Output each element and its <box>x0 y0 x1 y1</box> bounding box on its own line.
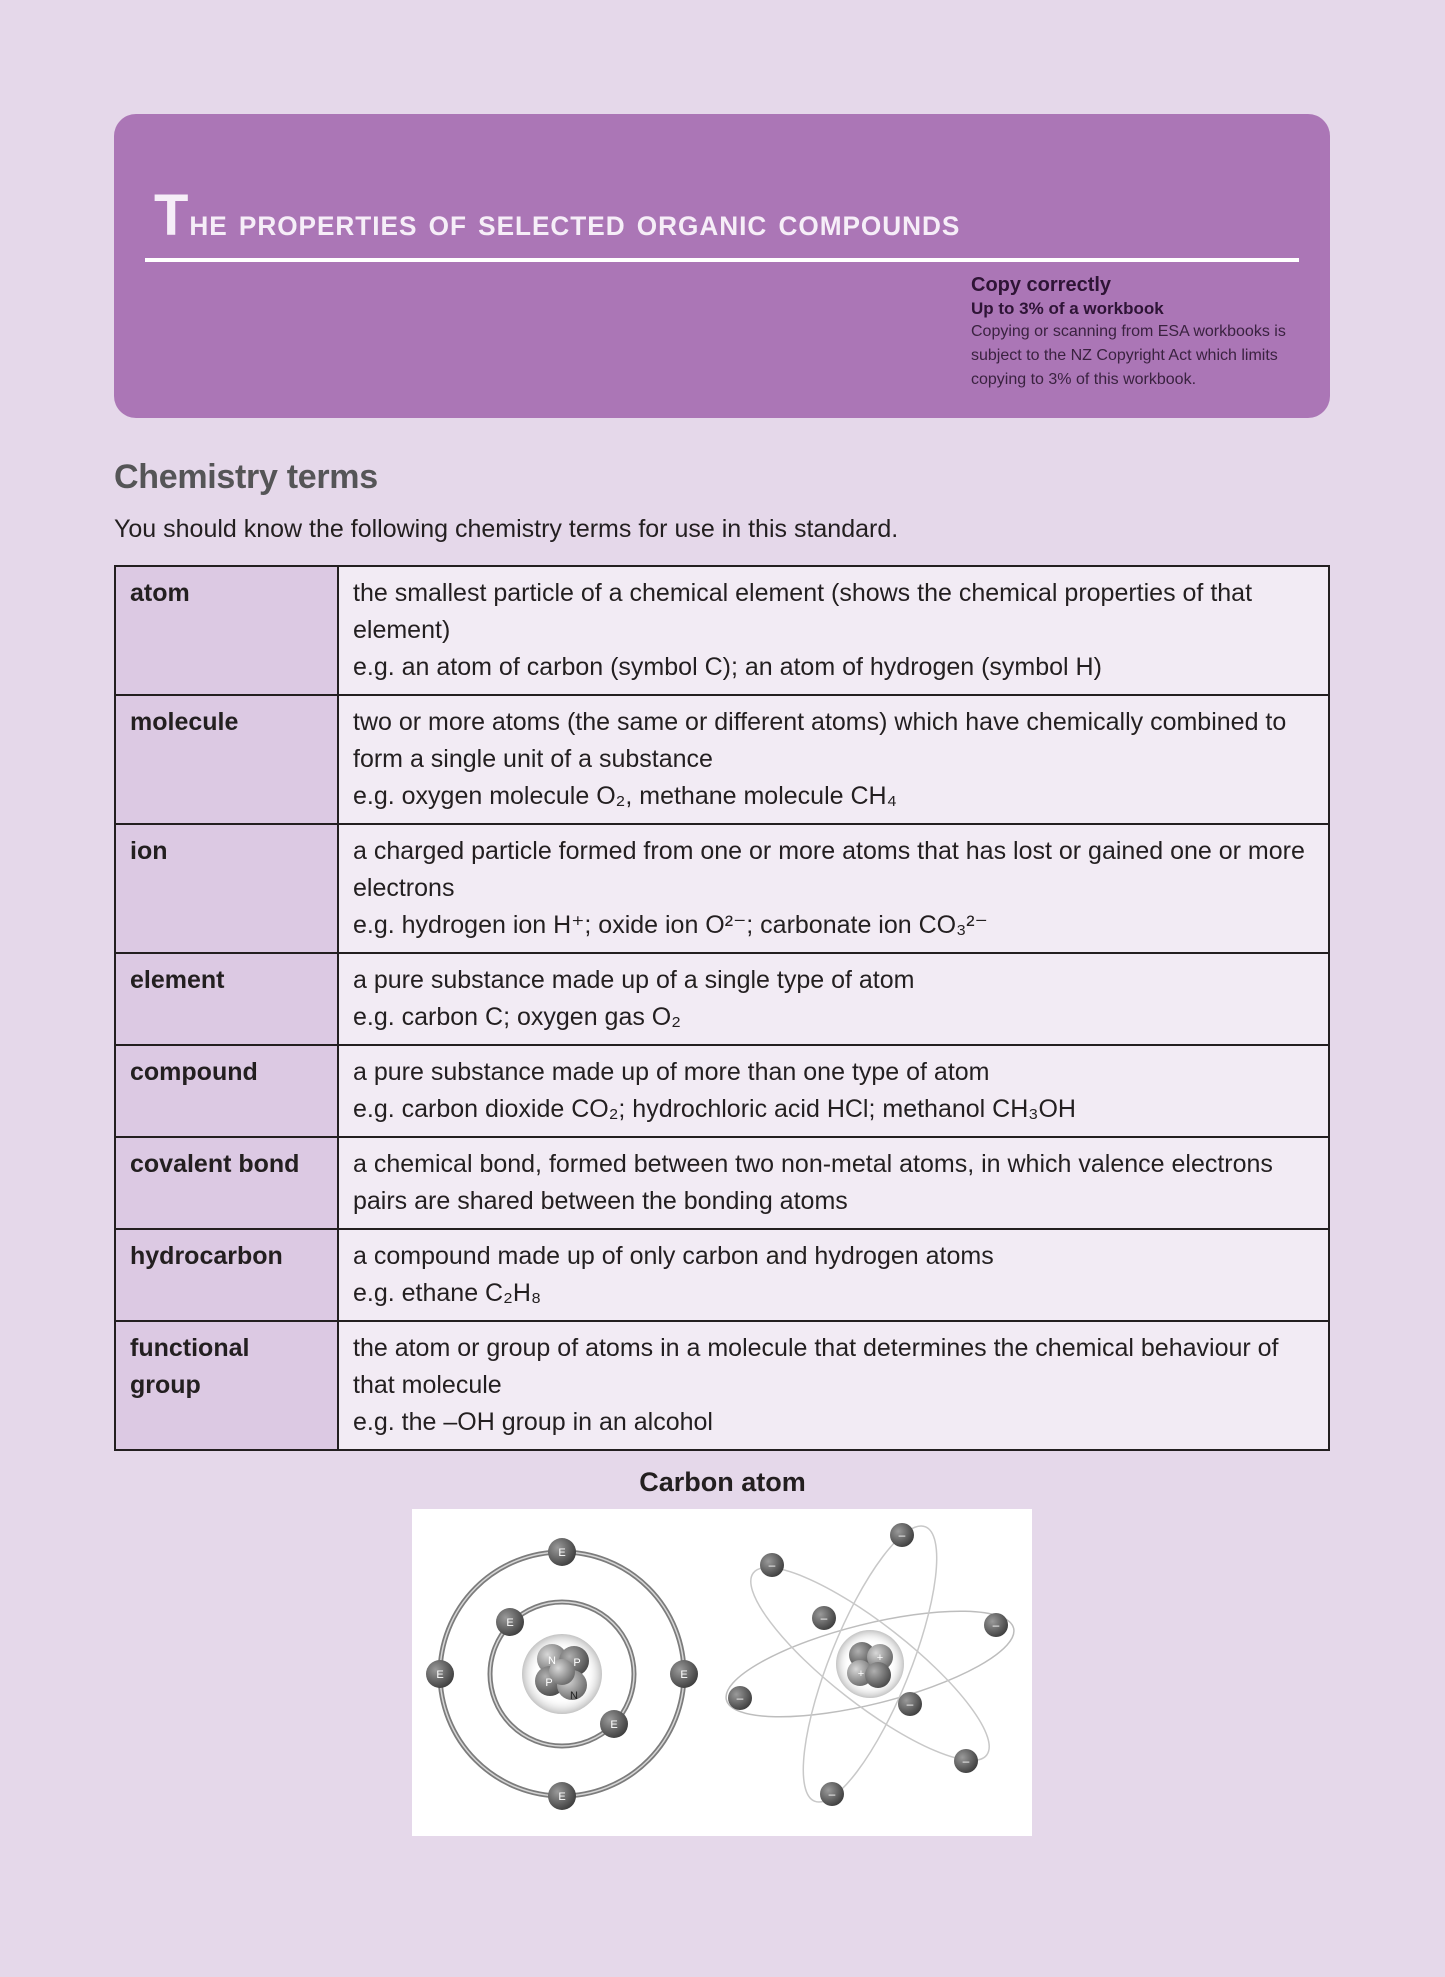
definition-line: a chemical bond, formed between two non-metal atoms, in which valence electrons pairs are shared between the bonding atoms <box>353 1150 1273 1215</box>
term-row <box>115 695 1329 824</box>
electron-label: E <box>506 1617 514 1629</box>
definition-line: two or more atoms (the same or different atoms) which have chemically combined to form a single unit of a substance <box>353 708 1287 773</box>
copyright-notice <box>971 273 1311 392</box>
term-row <box>115 1045 1329 1137</box>
electron <box>760 1553 784 1577</box>
nucleus-label: P <box>545 1677 553 1689</box>
bohr-model <box>426 1538 698 1810</box>
term-row <box>115 1229 1329 1321</box>
definition-line: e.g. the –OH group in an alcohol <box>353 1408 713 1436</box>
definition-line: a compound made up of only carbon and hydrogen atoms <box>353 1242 994 1270</box>
electron-label: – <box>768 1558 776 1572</box>
terms-table <box>114 565 1330 1451</box>
term-name: ion <box>115 824 338 953</box>
electron <box>548 1538 576 1566</box>
electron-label: E <box>436 1669 444 1681</box>
term-name: element <box>115 953 338 1045</box>
term-name: atom <box>115 566 338 695</box>
definition-line: a pure substance made up of more than one type of atom <box>353 1058 990 1086</box>
term-name: compound <box>115 1045 338 1137</box>
electron <box>898 1692 922 1716</box>
term-name: functional group <box>115 1321 338 1450</box>
page-title-initial: T <box>154 183 190 248</box>
page-title-rest: he properties of selected organic compounds <box>189 202 961 244</box>
term-name: hydrocarbon <box>115 1229 338 1321</box>
electron-label: – <box>736 1691 744 1705</box>
figure-caption: Carbon atom <box>639 1467 806 1497</box>
electron <box>670 1660 698 1688</box>
electron <box>812 1606 836 1630</box>
section-intro: You should know the following chemistry terms for use in this standard. <box>114 515 899 543</box>
proton-label: + <box>857 1668 865 1680</box>
term-definition <box>338 1229 1329 1321</box>
definition-line: e.g. ethane C₂H₈ <box>353 1279 542 1307</box>
electron-label: – <box>962 1754 970 1768</box>
electron <box>600 1710 628 1738</box>
definition-line: e.g. an atom of carbon (symbol C); an atom of hydrogen (symbol H) <box>353 653 1102 681</box>
electron-label: – <box>992 1618 1000 1632</box>
term-name: covalent bond <box>115 1137 338 1229</box>
term-definition <box>338 695 1329 824</box>
term-definition <box>338 824 1329 953</box>
title-banner <box>114 114 1330 418</box>
term-row <box>115 1137 1329 1229</box>
term-row <box>115 824 1329 953</box>
definition-line: the atom or group of atoms in a molecule that determines the chemical behaviour of that molecule <box>353 1334 1279 1399</box>
section-title: Chemistry terms <box>114 458 378 496</box>
page-title <box>154 182 960 249</box>
electron <box>984 1613 1008 1637</box>
bohr-nucleus <box>535 1644 589 1702</box>
electron <box>426 1660 454 1688</box>
electron <box>954 1749 978 1773</box>
term-definition <box>338 1137 1329 1229</box>
orbital-model <box>717 1512 1024 1816</box>
term-definition <box>338 1045 1329 1137</box>
electron-label: E <box>610 1719 618 1731</box>
definition-line: e.g. oxygen molecule O₂, methane molecule CH₄ <box>353 782 897 810</box>
electron-label: – <box>898 1528 906 1542</box>
electron-label: – <box>828 1787 836 1801</box>
electron <box>496 1608 524 1636</box>
term-name: molecule <box>115 695 338 824</box>
electron-label: E <box>680 1669 688 1681</box>
definition-line: the smallest particle of a chemical element (shows the chemical properties of that element) <box>353 579 1253 644</box>
term-row <box>115 1321 1329 1450</box>
definition-line: a pure substance made up of a single type of atom <box>353 966 915 994</box>
electron-label: – <box>820 1611 828 1625</box>
carbon-atom-svg <box>412 1509 1032 1836</box>
electron <box>890 1523 914 1547</box>
electron <box>728 1686 752 1710</box>
term-definition <box>338 1321 1329 1450</box>
carbon-atom-figure <box>412 1509 1032 1836</box>
orbital-nucleus <box>847 1642 893 1688</box>
electron-label: – <box>906 1697 914 1711</box>
term-row <box>115 566 1329 695</box>
electron-label: E <box>558 1791 566 1803</box>
electron-label: E <box>558 1547 566 1559</box>
nucleus-label: N <box>570 1690 578 1702</box>
term-definition <box>338 953 1329 1045</box>
electron <box>548 1782 576 1810</box>
term-definition <box>338 566 1329 695</box>
proton-label: + <box>876 1652 884 1664</box>
nucleus-label: P <box>573 1657 581 1669</box>
copy-subheading: Up to 3% of a workbook <box>971 299 1164 318</box>
title-underline <box>145 258 1299 262</box>
term-row <box>115 953 1329 1045</box>
copy-heading: Copy correctly <box>971 274 1112 296</box>
electron <box>820 1782 844 1806</box>
definition-line: a charged particle formed from one or more atoms that has lost or gained one or more electrons <box>353 837 1305 902</box>
definition-line: e.g. hydrogen ion H⁺; oxide ion O²⁻; carbonate ion CO₃²⁻ <box>353 911 988 939</box>
nucleus-label: N <box>548 1655 556 1667</box>
copy-body: Copying or scanning from ESA workbooks is subject to the NZ Copyright Act which limits copying to 3% of this workbook. <box>971 323 1286 388</box>
definition-line: e.g. carbon dioxide CO₂; hydrochloric acid HCl; methanol CH₃OH <box>353 1095 1076 1123</box>
definition-line: e.g. carbon C; oxygen gas O₂ <box>353 1003 681 1031</box>
